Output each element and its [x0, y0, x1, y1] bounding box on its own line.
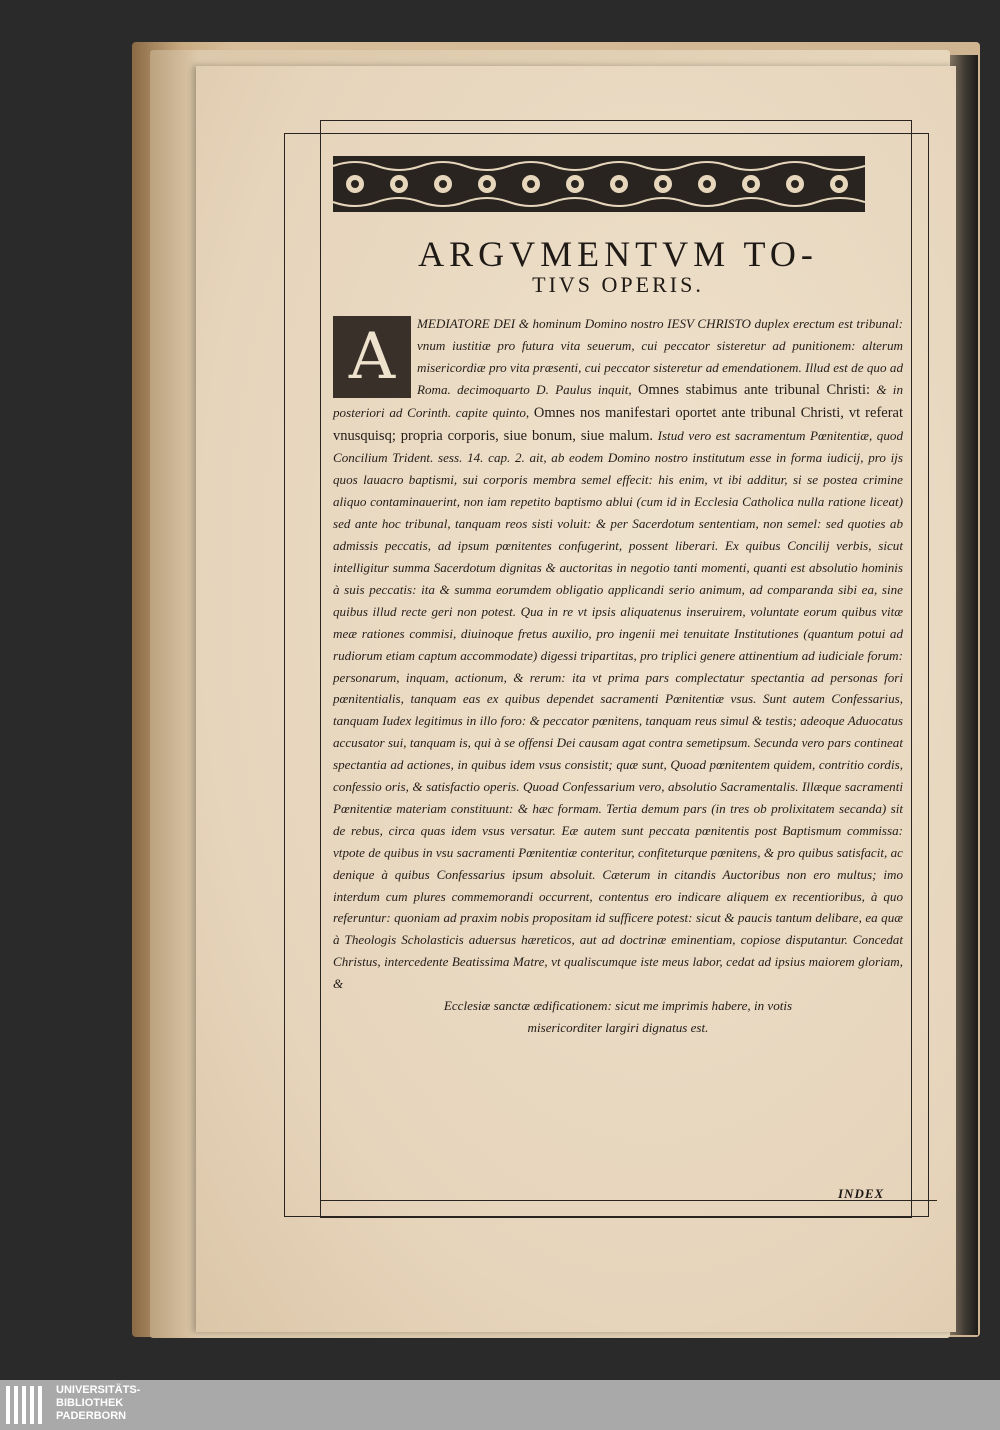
library-footer-bar: [0, 1380, 1000, 1430]
paragraph-connector: & in posteriori ad Corinth. capite quinto,: [333, 381, 903, 420]
library-name: [56, 1384, 140, 1423]
page-content: [333, 150, 903, 1190]
library-name-line-3: PADERBORN: [56, 1410, 127, 1422]
paragraph-main: Istud vero est sacramentum Pœnitentiæ, quod Concilium Trident. sess. 14. cap. 2. ait, ab eodem Domino nostro institutum esse in forma iudicij, pro ijs quos lauacro baptismi, sui corporis membra semel effecit: his enim, vt ibi additur, si se postea crimine aliquo contaminauerint, non iam repetito baptismo ablui (cum id in Ecclesia Catholica nulla ratione liceat) sed ante hoc tribunal, tanquam reos sisti voluit: & per Sacerdotum sententiam, non semel: sed quoties ab admissis peccatis, ad ipsum pœnitentes confugerint, possent liberari. Ex quibus Concilij verbis, sicut intelligitur summa Sacerdotum dignitas & auctoritas in negotio tanti momenti, quanti est absolutio hominis à suis peccatis: ita & summa eorumdem obligatio applicandi serio animum, ad comparanda sibi ea, sine quibus illud recte geri non potest. Qua in re vt ipsis aliquatenus inseruirem, voluntate eorum quibus vitæ meæ rationes commisi, diuinoque fretus auxilio, pro ingenii mei tenuitate Institutiones (quantum potui ad rudiorum etiam captum accommodate) digessi tripartitas, pro triplici genere attinentium ad iudiciale forum: personarum, inquam, actionum, & rerum: ita vt prima pars complectatur spectantia ad personas fori pœnitentialis, tanquam eas ex quibus dependet sacramenti Pœnitentiæ vsus. Sunt autem Confessarius, tanquam Iudex legitimus in illo foro: & peccator pœnitens, tanquam reus simul & testis; adeoque Aduocatus accusator sui, tanquam is, qui à se offensi Dei causam agat contra semetipsum. Secunda vero pars contineat spectantia ad actiones, in quibus idem vsus consistit; quæ sunt, Quoad pœnitentem quidem, contritio cordis, confessio oris, & satisfactio operis. Quoad Confessarium vero, absolutio Sacramentalis. Illæque sacramenti Pœnitentiæ materiam constituunt: & hæc formam. Tertia demum pars (in tres ob prolixitatem secanda) sit de rebus, circa quas idem vsus versatur. Eæ autem sunt peccata pœnitentis post Baptismum commissa: vtpote de quibus in vsu sacramenti Pœnitentiæ conteritur, confiteturque pœnitens, & pro quibus satisfacit, ac denique à quibus Confessarius ipsum absoluit. Cæterum in citandis Auctoribus non ero multus; imo interdum cum plures commemorandi occurrent, contentus ero indicare aliquem ex recentioribus, à quo referuntur: quoniam ad praxim nobis propositam id sufficere potest: sicut & paucis tantum delibare, ea quæ à Theologis Scholasticis aduersus hæreticos, aut ad doctrinæ eminentiam, copiose disputantur. Concedat Christus, intercedente Beatissima Matre, vt qualiscumque iste meus labor, cedat ad ipsius maiorem gloriam, &: [333, 427, 903, 992]
closing-line-1: Ecclesiæ sanctæ ædificationem: sicut me imprimis habere, in votis: [443, 998, 793, 1014]
decorated-initial: [333, 316, 411, 398]
argument-paragraph: [333, 313, 903, 995]
page-subtitle: TIVS OPERIS.: [532, 272, 704, 297]
library-name-line-2: BIBLIOTHEK: [56, 1397, 124, 1409]
closing-line-2: misericorditer largiri dignatus est.: [527, 1020, 709, 1035]
scripture-quote-1: Omnes stabimus ante tribunal Christi:: [638, 381, 871, 398]
page-title: ARGVMENTVM TO-: [418, 234, 818, 274]
catchword: INDEX: [838, 1186, 885, 1201]
library-logo-icon: [0, 1380, 46, 1430]
library-name-line-1: UNIVERSITÄTS-: [56, 1384, 141, 1396]
ornamental-header-band: [333, 156, 865, 212]
paragraph-opening: MEDIATORE DEI & hominum Domino nostro IESV CHRISTO duplex erectum est tribunal: vnum iustitiæ pro futura vita seuerum, cui peccator sisteretur ad punitionem: alterum misericordiæ pro vita præsenti, cui peccator sisteretur ad emendationem. Illud est de quo ad Roma. decimoquarto D. Paulus inquit,: [417, 316, 903, 397]
scripture-quote-2: Omnes nos manifestari oportet ante tribunal Christi, vt referat vnusquisq; propria corporis, siue bonum, siue malum.: [333, 404, 904, 444]
initial-letter: A: [348, 320, 396, 394]
